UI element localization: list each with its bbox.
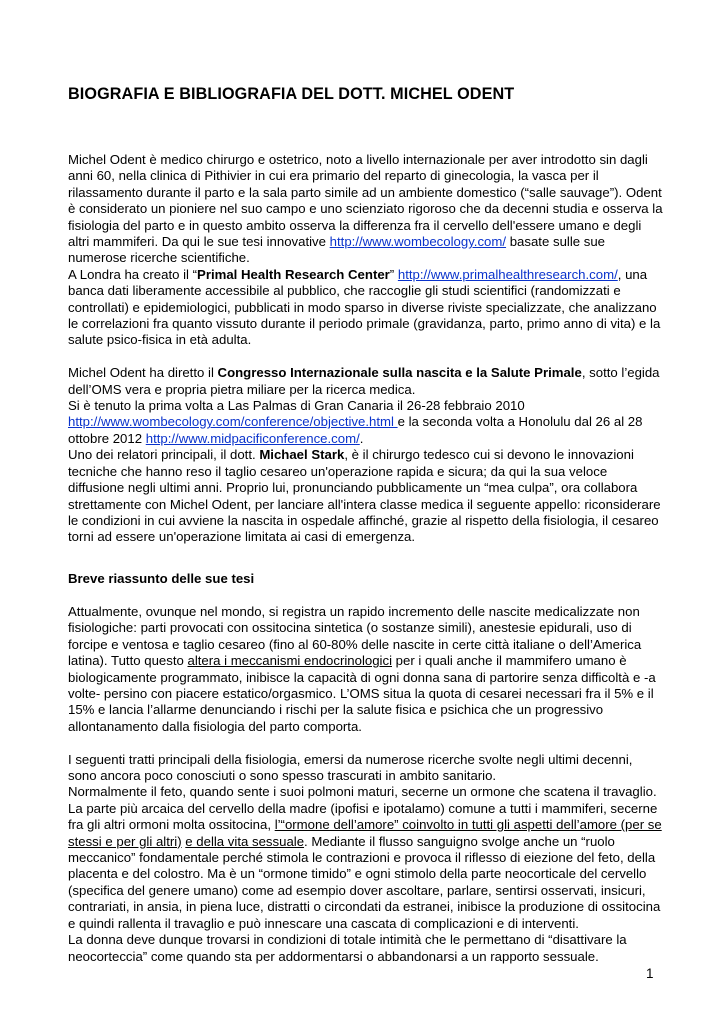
section-heading: Breve riassunto delle sue tesi [68,571,255,586]
primal-text-b: ” [389,266,398,282]
document-title: BIOGRAFIA E BIBLIOGRAFIA DEL DOTT. MICHEL ODENT [68,85,515,103]
closing-paragraph: La donna deve dunque trovarsi in condizioni di totale intimità che le permettano di “disattivare la neocorteccia” come quando sta per addormentarsi o abbandonarsi a un rapporto sessuale. [68,932,627,964]
traits-text-b: Normalmente il feto, quando sente i suoi polmoni maturi, secerne un ormone che scatena il travaglio. La parte più arcaica del cervello della madre (ipofisi e ipotalamo) comune a tutti i mammiferi, secerne fra gli altri ormoni molta ossitocina, [68,784,658,833]
primal-text-c: , una banca dati liberamente accessibile al pubblico, che raccoglie gli studi scientifici (randomizzati e controllati) e epidemiologici, pubblicati in modo sparso in diverse riviste specializzate, che analizzano le correlazioni fra quanto vissuto durante il periodo primale (gravidanza, parto, primo anno di vita) e la salute psico-fisica in età adulta. [68,266,661,348]
summary-text-b: per i quali anche il mammifero umano è biologicamente programmato, inibisce la capacità di ogni donna sana di partorire senza difficoltà e -a volte- persino con piacere estatico/orgasmico. L’OMS situa la quota di cesarei necessari fra il 5% e il 15% e lancia l’allarme denunciando i rischi per la salute fisica e psichica che un progressivo allontanamento dalla fisiologia del parto comporta. [68,653,656,734]
primal-text-a: A Londra ha creato il “ [68,266,198,282]
congress-paragraph [68,365,663,398]
intro-block [68,152,663,546]
congress-name: Congresso Internazionale sulla nascita e la Salute Primale [217,365,582,381]
stark-text-b: , è il chirurgo tedesco cui si devono le innovazioni tecniche che hanno reso il taglio cesareo un'operazione rapida e sicura; da qui la sua veloce diffusione negli ultimi anni. Proprio lui, pronunciando pubblicamente un “mea culpa”, ora collabora strettamente con Michel Odent, per lanciare all'intera classe medica il seguente appello: riconsiderare le condizioni in cui avviene la nascita in ospedale affinché, grazie al rispetto della fisiologia, il cesareo torni ad essere un'operazione limitata ai casi di emergenza. [68,447,661,545]
summary-text-a: Attualmente, ovunque nel mondo, si registra un rapido incremento delle nascite medicalizzate non fisiologiche: parti provocati con ossitocina sintetica (o sostanze simili), anestesie epidurali, uso di forcipe e ventosa e taglio cesareo (fino al 60-80% delle nascite in certe città italiane o dell’America latina). Tutto questo [68,604,642,669]
primal-center-name: Primal Health Research Center [197,266,390,282]
spacer [68,349,663,365]
traits-text-d: . Mediante il flusso sanguigno svolge anche un “ruolo meccanico” fondamentale perché stimola le contrazioni e provoca il riflesso di eiezione del feto, della placenta e del colostro. Ma è un “ormone timido” e ogni stimolo della parte neocorticale del cervello (specifica del genere umano) come ad esempio dover ascoltare, parlare, sentirsi osservati, insicuri, contrariati, in ansia, in piena luce, distratti o circondati da estranei, inibisce la produzione di ossitocina e quindi rallenta il travaglio e può innescare una cascata di complicazioni e di interventi. [68,833,661,931]
underlined-phrase: l’“ormone dell’amore” coinvolto in tutti gli aspetti dell’amore (per se stessi e per gli altri) [68,817,662,849]
page-number: 1 [646,966,654,981]
congress-text-e: . [359,430,364,446]
congress-text-d: e la seconda volta a Honolulu dal 26 al 28 ottobre 2012 [68,414,643,446]
intro-text-end: basate sulle sue numerose ricerche scientifiche. [68,234,606,266]
congress-dates-paragraph [68,398,663,447]
congress-text-a: Michel Odent ha diretto il [68,365,218,381]
congress-text-c: Si è tenuto la prima volta a Las Palmas di Gran Canaria il 26-28 febbraio 2010 [68,398,525,414]
primalhealth-link[interactable]: http://www.primalhealthresearch.com/ [397,266,618,282]
summary-block [68,604,663,965]
conference-objective-link[interactable]: http://www.wombecology.com/conference/objective.html [68,414,398,430]
underlined-phrase: altera i meccanismi endocrinologici [187,653,392,669]
traits-paragraph [68,784,663,932]
stark-text-a: Uno dei relatori principali, il dott. [68,447,260,463]
traits-intro-paragraph: I seguenti tratti principali della fisiologia, emersi da numerose ricerche svolte negli ultimi decenni, sono ancora poco conosciuti o sono spesso trascurati in ambito sanitario. [68,751,633,784]
wombecology-link[interactable]: http://www.wombecology.com/ [329,234,507,250]
spacer [68,735,663,751]
underlined-phrase: e della vita sessuale [185,833,305,849]
intro-paragraph [68,152,663,267]
congress-text-b: , sotto l’egida dell’OMS vera e propria pietra miliare per la ricerca medica. [68,365,660,397]
stark-paragraph [68,447,663,545]
summary-paragraph [68,604,663,735]
intro-text: Michel Odent è medico chirurgo e ostetrico, noto a livello internazionale per aver introdotto sin dagli anni 60, nella clinica di Pithivier in cui era primario del reparto di ginecologia, la vasca per il rilassamento durante il parto e la sala parto simile ad un ambiente domestico (“salle sauvage”). Odent è considerato un pioniere nel suo campo e uno scienziato rigoroso che da decenni studia e osserva la fisiologia del parto e in questo ambito osserva la differenza fra il cervello dell'essere umano e degli altri mammiferi. Da qui le sue tesi innovative [68,152,663,250]
stark-name: Michael Stark [259,447,345,463]
midpacific-link[interactable]: http://www.midpacificonference.com/ [145,430,360,446]
primal-health-paragraph [68,267,663,349]
